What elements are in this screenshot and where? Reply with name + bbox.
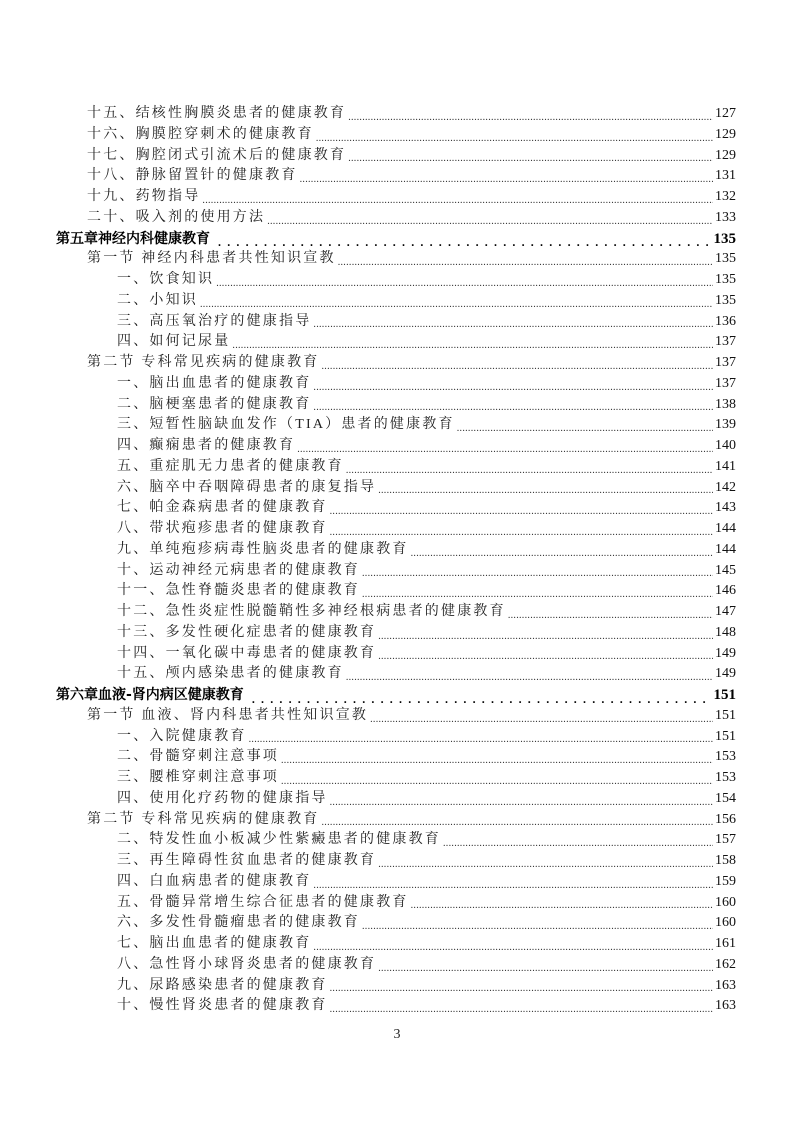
dot-leader (411, 540, 713, 561)
toc-item-row[interactable] (56, 996, 736, 1017)
toc-item-row[interactable] (56, 602, 736, 623)
toc-page-number: 143 (715, 500, 736, 516)
toc-page-number: 133 (715, 209, 736, 225)
toc-page-number: 142 (715, 479, 736, 495)
toc-entry-title: 第六章血液-肾内病区健康教育 (56, 687, 244, 703)
dot-leader (378, 851, 713, 872)
toc-page-number: 135 (715, 251, 736, 267)
toc-entry-title: 四、癫痫患者的健康教育 (117, 438, 296, 453)
dot-leader (370, 706, 713, 727)
toc-page-number: 139 (715, 417, 736, 433)
dot-leader (313, 374, 713, 395)
toc-item-row[interactable] (56, 415, 736, 436)
dot-leader (378, 955, 713, 976)
toc-entry-title: 八、急性肾小球肾炎患者的健康教育 (117, 956, 377, 972)
toc-page-number: 162 (715, 956, 736, 972)
toc-page-number: 137 (715, 375, 736, 391)
dot-leader (322, 810, 714, 831)
toc-entry-title: 四、使用化疗药物的健康指导 (117, 790, 328, 806)
dot-leader (346, 664, 713, 685)
toc-item-row[interactable] (56, 727, 736, 748)
toc-item-row[interactable] (56, 955, 736, 976)
toc-entry-title: 五、重症肌无力患者的健康教育 (117, 458, 344, 474)
toc-page-number: 163 (715, 998, 736, 1014)
toc-entry-title: 十一、急性脊髓炎患者的健康教育 (117, 583, 360, 599)
toc-item-row[interactable] (56, 436, 736, 457)
dot-leader (362, 561, 713, 582)
toc-page-number: 135 (715, 292, 736, 308)
toc-item-row[interactable] (56, 789, 736, 810)
toc-entry-title: 一、入院健康教育 (117, 728, 247, 744)
toc-entry-title: 七、脑出血患者的健康教育 (117, 936, 312, 951)
toc-entry-title: 第一节 血液、肾内科患者共性知识宣教 (87, 707, 369, 723)
toc-item-row[interactable] (56, 291, 736, 312)
dot-leader (378, 644, 713, 665)
toc-entry-title: 三、高压氧治疗的健康指导 (117, 313, 312, 329)
toc-section-row[interactable] (56, 706, 736, 727)
toc-entry-title: 十、运动神经元病患者的健康教育 (117, 562, 360, 578)
dot-leader (378, 623, 713, 644)
toc-page-number: 132 (715, 189, 736, 204)
toc-page-number: 158 (715, 853, 736, 868)
toc-entry-title: 二、骨髓穿刺注意事项 (117, 749, 279, 765)
toc-page-number: 160 (715, 915, 736, 931)
dot-leader (249, 727, 713, 748)
toc-page-number: 161 (715, 936, 736, 951)
toc-item-row[interactable] (56, 976, 736, 997)
toc-item-row[interactable] (56, 270, 736, 291)
dot-leader (313, 934, 713, 955)
toc-item-row[interactable] (56, 623, 736, 644)
toc-entry-title: 十八、静脉留置针的健康教育 (87, 168, 298, 184)
toc-section-row[interactable] (56, 810, 736, 831)
toc-page-number: 137 (715, 334, 736, 350)
dot-leader (443, 830, 713, 851)
toc-page-number: 144 (715, 521, 736, 536)
toc-page-number: 138 (715, 396, 736, 412)
toc-entry-title: 一、脑出血患者的健康教育 (117, 375, 312, 391)
toc-entry-title: 十三、多发性硬化症患者的健康教育 (117, 624, 377, 640)
toc-item-row[interactable] (56, 519, 736, 540)
toc-page-number: 129 (715, 147, 736, 163)
toc-item-row[interactable] (56, 374, 736, 395)
toc-page-number: 154 (715, 790, 736, 806)
toc-item-row[interactable] (56, 830, 736, 851)
toc-entry-title: 六、多发性骨髓瘤患者的健康教育 (117, 915, 360, 931)
dot-leader (218, 229, 708, 250)
dot-leader (362, 913, 713, 934)
dot-leader (281, 747, 713, 768)
toc-page-number: 135 (713, 230, 736, 247)
toc-page-number: 141 (715, 458, 736, 474)
toc-entry-title: 八、带状疱疹患者的健康教育 (117, 521, 328, 536)
dot-leader (457, 415, 713, 436)
toc-page-number: 157 (715, 832, 736, 848)
toc-page-number: 131 (715, 168, 736, 184)
toc-page-number: 151 (715, 728, 736, 744)
toc-item-row[interactable] (56, 644, 736, 665)
toc-item-row[interactable] (56, 166, 736, 187)
dot-leader (330, 519, 713, 540)
toc-page-number: 145 (715, 562, 736, 578)
toc-entry-title: 二、脑梗塞患者的健康教育 (117, 396, 312, 412)
toc-page-number: 144 (715, 541, 736, 557)
toc-page-number: 135 (715, 272, 736, 287)
toc-chapter-row[interactable] (56, 229, 736, 250)
dot-leader (300, 166, 713, 187)
toc-page-number: 149 (715, 645, 736, 661)
dot-leader (267, 208, 713, 229)
toc-entry-title: 六、脑卒中吞咽障碍患者的康复指导 (117, 479, 377, 495)
toc-item-row[interactable] (56, 872, 736, 893)
dot-leader (348, 146, 713, 167)
toc-entry-title: 第二节 专科常见疾病的健康教育 (87, 355, 320, 370)
dot-leader (313, 872, 713, 893)
toc-item-row[interactable] (56, 478, 736, 499)
page-number: 3 (393, 1027, 401, 1042)
dot-leader (411, 893, 713, 914)
toc-entry-title: 二、特发性血小板减少性紫癜患者的健康教育 (117, 832, 441, 848)
toc-item-row[interactable] (56, 581, 736, 602)
dot-leader (508, 602, 713, 623)
toc-entry-title: 三、腰椎穿刺注意事项 (117, 770, 279, 785)
toc-page-number: 146 (715, 583, 736, 599)
dot-leader (378, 478, 713, 499)
toc-entry-title: 十七、胸腔闭式引流术后的健康教育 (87, 147, 347, 163)
toc-section-row[interactable] (56, 353, 736, 374)
toc-item-row[interactable] (56, 498, 736, 519)
toc-chapter-row[interactable] (56, 685, 736, 706)
toc-item-row[interactable] (56, 934, 736, 955)
toc-page-number: 163 (715, 977, 736, 993)
dot-leader (330, 789, 713, 810)
toc-entry-title: 九、尿路感染患者的健康教育 (117, 977, 328, 993)
toc-entry-title: 一、饮食知识 (117, 272, 215, 287)
toc-item-row[interactable] (56, 768, 736, 789)
toc-entry-title: 三、再生障碍性贫血患者的健康教育 (117, 853, 377, 868)
toc-entry-title: 七、帕金森病患者的健康教育 (117, 500, 328, 516)
toc-item-row[interactable] (56, 146, 736, 167)
toc-page-number: 147 (715, 604, 736, 619)
dot-leader (346, 457, 713, 478)
toc-page-number: 156 (715, 811, 736, 827)
toc-entry-title: 二、小知识 (117, 292, 198, 308)
toc-entry-title: 十、慢性肾炎患者的健康教育 (117, 998, 328, 1014)
toc-item-row[interactable] (56, 893, 736, 914)
toc-entry-title: 四、白血病患者的健康教育 (117, 873, 312, 889)
toc-page-number: 148 (715, 624, 736, 640)
toc-entry-title: 十四、一氧化碳中毒患者的健康教育 (117, 645, 377, 661)
dot-leader (322, 353, 714, 374)
toc-entry-title: 十六、胸膜腔穿刺术的健康教育 (87, 126, 314, 142)
toc-item-row[interactable] (56, 104, 736, 125)
toc-item-row[interactable] (56, 187, 736, 208)
toc-item-row[interactable] (56, 457, 736, 478)
toc-page-number: 129 (715, 126, 736, 142)
dot-leader (362, 581, 713, 602)
toc-entry-title: 第五章神经内科健康教育 (56, 230, 210, 247)
toc-item-row[interactable] (56, 332, 736, 353)
dot-leader (297, 436, 713, 457)
toc-page-number: 149 (715, 666, 736, 682)
toc-item-row[interactable] (56, 312, 736, 333)
dot-leader (216, 270, 713, 291)
toc-entry-title: 十五、结核性胸膜炎患者的健康教育 (87, 106, 347, 121)
toc-item-row[interactable] (56, 540, 736, 561)
toc-item-row[interactable] (56, 395, 736, 416)
toc-item-row[interactable] (56, 125, 736, 146)
toc-entry-title: 十五、颅内感染患者的健康教育 (117, 666, 344, 682)
toc-entry-title: 三、短暂性脑缺血发作（TIA）患者的健康教育 (117, 417, 455, 433)
toc-page-number: 151 (715, 707, 736, 723)
toc-section-row[interactable] (56, 249, 736, 270)
toc-entry-title: 九、单纯疱疹病毒性脑炎患者的健康教育 (117, 541, 409, 557)
dot-leader (232, 332, 713, 353)
toc-item-row[interactable] (56, 851, 736, 872)
toc-entry-title: 五、骨髓异常增生综合征患者的健康教育 (117, 894, 409, 910)
toc-entry-title: 十九、药物指导 (87, 189, 201, 204)
toc-item-row[interactable] (56, 561, 736, 582)
dot-leader (316, 125, 713, 146)
toc-entry-title: 四、如何记尿量 (117, 334, 231, 350)
toc-item-row[interactable] (56, 664, 736, 685)
dot-leader (252, 685, 708, 706)
toc-page-number: 151 (713, 687, 736, 703)
toc-page-number: 159 (715, 873, 736, 889)
toc-entry-title: 第二节 专科常见疾病的健康教育 (87, 811, 320, 827)
dot-leader (330, 498, 713, 519)
dot-leader (338, 249, 713, 270)
dot-leader (202, 187, 713, 208)
toc-page-number: 140 (715, 438, 736, 453)
toc-entry-title: 二十、吸入剂的使用方法 (87, 209, 266, 225)
toc-entry-title: 十二、急性炎症性脱髓鞘性多神经根病患者的健康教育 (117, 604, 506, 619)
table-of-contents (56, 104, 736, 1017)
dot-leader (348, 104, 713, 125)
toc-page-number: 127 (715, 106, 736, 121)
toc-page-number: 153 (715, 770, 736, 785)
toc-item-row[interactable] (56, 747, 736, 768)
toc-item-row[interactable] (56, 208, 736, 229)
dot-leader (330, 996, 713, 1017)
toc-entry-title: 第一节 神经内科患者共性知识宣教 (87, 251, 336, 267)
toc-page-number: 136 (715, 313, 736, 329)
toc-page-number: 153 (715, 749, 736, 765)
toc-item-row[interactable] (56, 913, 736, 934)
dot-leader (330, 976, 713, 997)
dot-leader (200, 291, 713, 312)
dot-leader (313, 395, 713, 416)
dot-leader (313, 312, 713, 333)
toc-page-number: 137 (715, 355, 736, 370)
dot-leader (281, 768, 713, 789)
toc-page-number: 160 (715, 894, 736, 910)
